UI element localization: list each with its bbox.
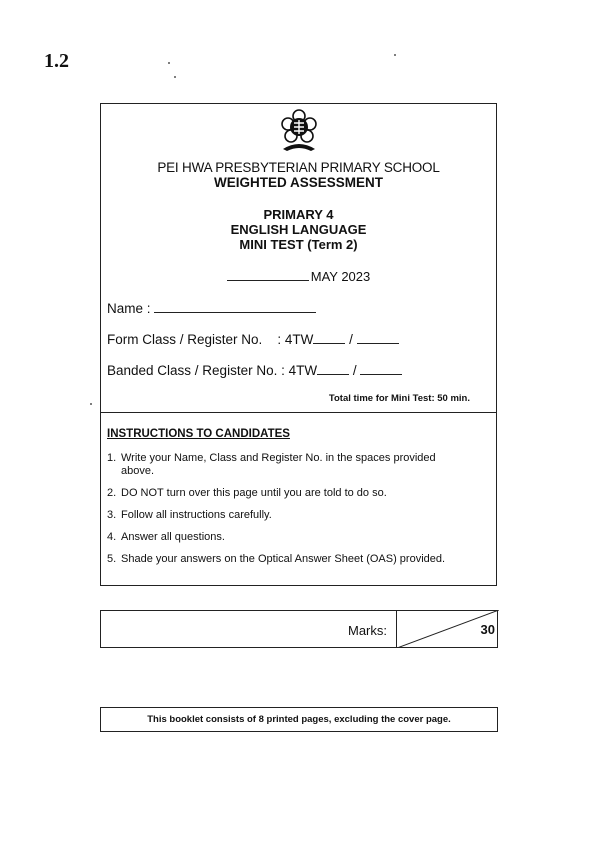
scan-speck <box>394 54 396 56</box>
scan-speck <box>168 62 170 64</box>
school-crest-icon <box>279 109 319 155</box>
instruction-item <box>107 509 496 522</box>
footer-note: This booklet consists of 8 printed pages, excluding the cover page. <box>100 707 498 732</box>
instruction-item <box>107 553 496 566</box>
cover-box <box>100 103 497 586</box>
marks-label: Marks: <box>348 623 387 638</box>
instructions-section <box>101 413 496 566</box>
name-field <box>107 300 316 316</box>
scan-speck <box>174 76 176 78</box>
instruction-number: 1. <box>107 452 117 464</box>
banded-register-blank[interactable] <box>360 362 402 375</box>
form-class-blank[interactable] <box>313 331 345 344</box>
page-label: 1.2 <box>44 50 69 72</box>
instruction-text: Answer all questions. <box>121 531 225 543</box>
instruction-number: 4. <box>107 531 117 543</box>
form-class-value: : 4TW <box>277 332 314 347</box>
level-title: PRIMARY 4 <box>263 207 334 222</box>
form-class-label: Form Class / Register No. <box>107 332 263 347</box>
assessment-title: WEIGHTED ASSESSMENT <box>213 175 383 190</box>
instructions-heading: INSTRUCTIONS TO CANDIDATES <box>107 428 290 440</box>
instructions-list <box>107 452 496 566</box>
banded-class-blank[interactable] <box>317 362 349 375</box>
form-separator: / <box>349 332 353 347</box>
test-name-title: MINI TEST (Term 2) <box>239 237 358 252</box>
marks-cell[interactable] <box>396 610 499 648</box>
date-line <box>101 268 496 284</box>
instruction-text: Shade your answers on the Optical Answer Sheet (OAS) provided. <box>121 553 446 565</box>
instruction-number: 2. <box>107 487 117 499</box>
subject-title: ENGLISH LANGUAGE <box>230 222 367 237</box>
instruction-item <box>107 487 496 500</box>
banded-class-value: 4TW <box>288 363 318 378</box>
form-class-field <box>107 331 399 347</box>
instruction-text: Write your Name, Class and Register No. in the spaces provided above. <box>121 452 436 477</box>
banded-separator: / <box>352 363 357 378</box>
name-label: Name : <box>107 301 151 316</box>
form-register-blank[interactable] <box>357 331 399 344</box>
header-section <box>101 104 496 413</box>
instruction-text: Follow all instructions carefully. <box>121 509 272 521</box>
instruction-item <box>107 531 496 544</box>
date-text: MAY 2023 <box>310 269 371 284</box>
banded-class-field <box>107 362 402 378</box>
scan-speck <box>90 403 92 405</box>
instruction-number: 5. <box>107 553 117 565</box>
name-blank[interactable] <box>154 300 316 313</box>
banded-class-label: Banded Class / Register No. : <box>107 363 285 378</box>
marks-total: 30 <box>480 622 495 637</box>
instruction-text: DO NOT turn over this page until you are told to do so. <box>121 487 387 499</box>
instruction-number: 3. <box>107 509 117 521</box>
total-time: Total time for Mini Test: 50 min. <box>328 393 470 404</box>
marks-box <box>100 610 498 648</box>
date-blank[interactable] <box>227 268 309 281</box>
instruction-item <box>107 452 496 478</box>
school-name: PEI HWA PRESBYTERIAN PRIMARY SCHOOL <box>157 160 440 175</box>
